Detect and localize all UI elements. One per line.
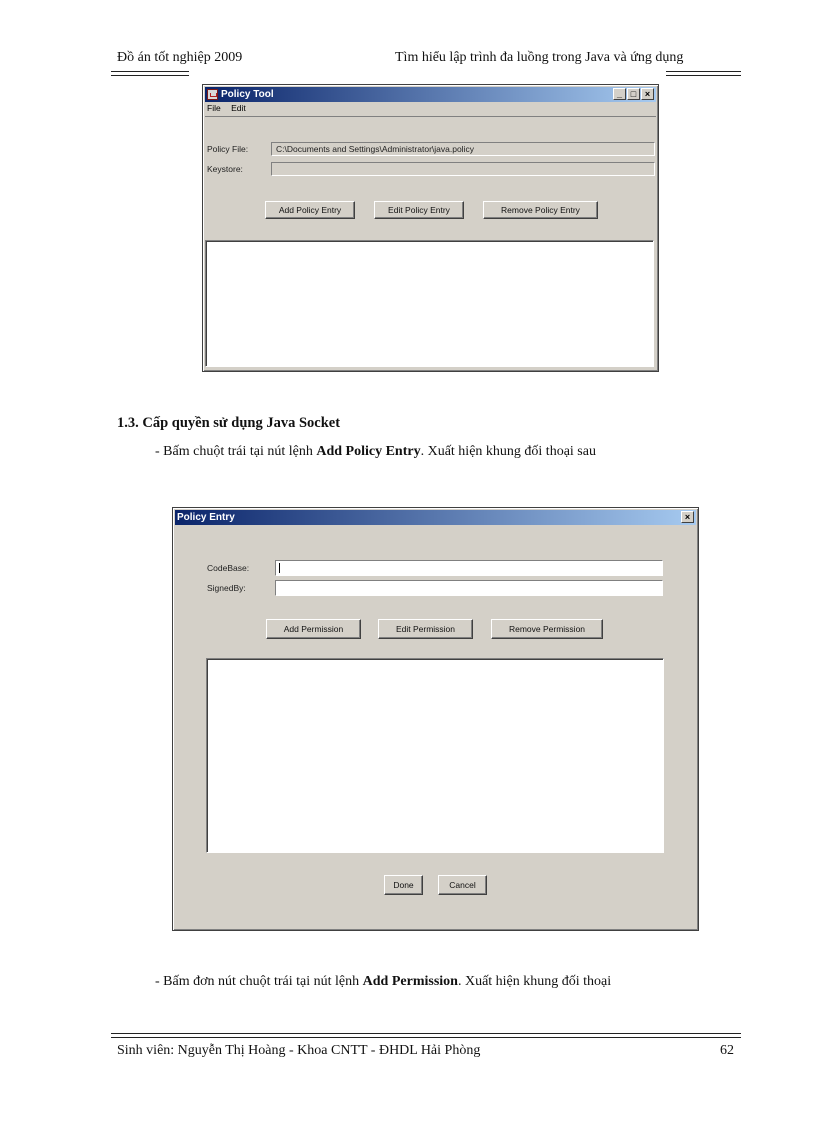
- remove-permission-button[interactable]: Remove Permission: [491, 619, 603, 639]
- maximize-button[interactable]: □: [627, 88, 640, 100]
- paragraph-1: [155, 444, 596, 460]
- page-number: 62: [720, 1043, 734, 1058]
- dialog-close-button[interactable]: ×: [681, 511, 694, 523]
- codebase-input[interactable]: [275, 560, 663, 576]
- keystore-field[interactable]: [271, 162, 655, 176]
- header-right: Tìm hiểu lập trình đa luồng trong Java và ứng dụng: [395, 50, 684, 65]
- permission-list[interactable]: [206, 658, 664, 853]
- done-button[interactable]: Done: [384, 875, 423, 895]
- paragraph-2-pre: - Bấm đơn nút chuột trái tại nút lệnh: [155, 974, 363, 989]
- paragraph-1-pre: - Bấm chuột trái tại nút lệnh: [155, 444, 317, 459]
- policy-file-label: Policy File:: [207, 144, 249, 154]
- signedby-label: SignedBy:: [207, 583, 246, 593]
- policy-entry-title: Policy Entry: [177, 512, 235, 523]
- menubar-divider: [205, 116, 656, 117]
- section-title: 1.3. Cấp quyền sử dụng Java Socket: [117, 415, 341, 431]
- policy-entry-dialog: [172, 507, 699, 931]
- header-left: Đồ án tốt nghiệp 2009: [117, 50, 243, 65]
- footer-rule-top: [111, 1033, 741, 1034]
- policy-tool-titlebar[interactable]: [205, 87, 656, 102]
- codebase-label: CodeBase:: [207, 563, 250, 573]
- close-button[interactable]: ×: [641, 88, 654, 100]
- paragraph-2-bold: Add Permission: [362, 974, 458, 989]
- menu-file[interactable]: File: [207, 103, 221, 113]
- policy-file-field[interactable]: C:\Documents and Settings\Administrator\java.policy: [271, 142, 655, 156]
- text-caret: [279, 563, 280, 573]
- header-rule-right-bottom: [666, 75, 741, 76]
- add-policy-entry-button[interactable]: Add Policy Entry: [265, 201, 355, 219]
- policy-tool-window: [202, 84, 659, 372]
- policy-tool-title: Policy Tool: [221, 89, 274, 100]
- policy-entry-titlebar[interactable]: [175, 510, 696, 525]
- signedby-input[interactable]: [275, 580, 663, 596]
- java-cup-icon: [207, 89, 218, 100]
- edit-permission-button[interactable]: Edit Permission: [378, 619, 473, 639]
- add-permission-button[interactable]: Add Permission: [266, 619, 361, 639]
- paragraph-1-bold: Add Policy Entry: [316, 444, 421, 459]
- header-rule-left-bottom: [111, 75, 189, 76]
- header-rule-right-top: [666, 71, 741, 72]
- policy-entry-list[interactable]: [205, 240, 654, 367]
- footer-rule-bottom: [111, 1037, 741, 1038]
- edit-policy-entry-button[interactable]: Edit Policy Entry: [374, 201, 464, 219]
- menu-edit[interactable]: Edit: [231, 103, 246, 113]
- cancel-button[interactable]: Cancel: [438, 875, 487, 895]
- paragraph-1-post: . Xuất hiện khung đối thoại sau: [420, 444, 596, 459]
- paragraph-2: [155, 974, 611, 990]
- minimize-button[interactable]: _: [613, 88, 626, 100]
- footer-left: Sinh viên: Nguyễn Thị Hoàng - Khoa CNTT - ĐHDL Hải Phòng: [117, 1043, 481, 1058]
- header-rule-left-top: [111, 71, 189, 72]
- policy-tool-menubar: [207, 103, 254, 113]
- paragraph-2-post: . Xuất hiện khung đối thoại: [457, 974, 612, 989]
- keystore-label: Keystore:: [207, 164, 243, 174]
- remove-policy-entry-button[interactable]: Remove Policy Entry: [483, 201, 598, 219]
